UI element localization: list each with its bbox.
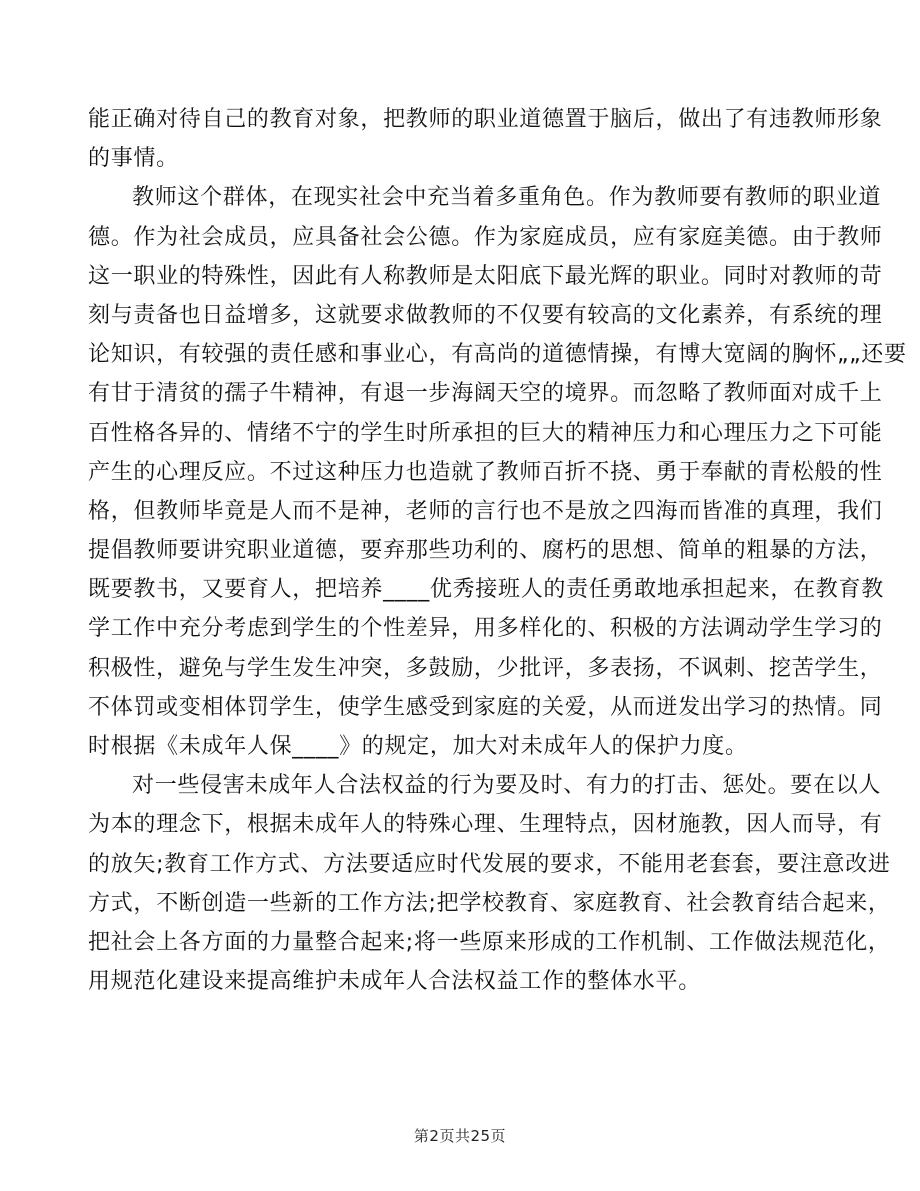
text-line: 有甘于清贫的孺子牛精神，有退一步海阔天空的境界。而忽略了教师面对成千上 (88, 381, 883, 407)
text-line: 产生的心理反应。不过这种压力也造就了教师百折不挠、勇于奉献的青松般的性 (88, 459, 883, 485)
paragraph-first-line: 对一些侵害未成年人合法权益的行为要及时、有力的打击、惩处。要在以人 (132, 773, 882, 799)
text-line: 刻与责备也日益增多，这就要求做教师的不仅要有较高的文化素养，有系统的理 (88, 302, 883, 328)
text-line: 论知识，有较强的责任感和事业心，有高尚的道德情操，有博大宽阔的胸怀„„还要 (88, 342, 907, 368)
text-line: 方式，不断创造一些新的工作方法;把学校教育、家庭教育、社会教育结合起来， (88, 890, 891, 916)
text-line: 提倡教师要讲究职业道德，要弃那些功利的、腐朽的思想、简单的粗暴的方法， (88, 538, 883, 564)
text-line: 百性格各异的、情绪不宁的学生时所承担的巨大的精神压力和心理压力之下可能 (88, 420, 883, 446)
text-line: 这一职业的特殊性，因此有人称教师是太阳底下最光辉的职业。同时对教师的苛 (88, 263, 883, 289)
text-line: 能正确对待自己的教育对象，把教师的职业道德置于脑后，做出了有违教师形象 (88, 107, 883, 132)
text-line: 学工作中充分考虑到学生的个性差异，用多样化的、积极的方法调动学生学习的 (88, 616, 883, 642)
text-line: 用规范化建设来提高维护未成年人合法权益工作的整体水平。 (88, 969, 701, 995)
text-line: 为本的理念下，根据未成年人的特殊心理、生理特点，因材施教，因人而导，有 (88, 812, 883, 838)
text-line: 格，但教师毕竟是人而不是神，老师的言行也不是放之四海而皆准的真理，我们 (88, 498, 883, 524)
paragraph-first-line: 教师这个群体，在现实社会中充当着多重角色。作为教师要有教师的职业道 (132, 185, 882, 211)
text-line: 的放矢;教育工作方式、方法要适应时代发展的要求，不能用老套套，要注意改进 (88, 851, 891, 877)
body-text (88, 100, 907, 1001)
page-number-footer: 第2页共25页 (413, 1127, 507, 1145)
text-line: 积极性，避免与学生发生冲突，多鼓励，少批评，多表扬，不讽刺、挖苦学生， (88, 655, 883, 681)
text-line: 时根据《未成年人保____》的规定，加大对未成年人的保护力度。 (88, 734, 748, 759)
text-line: 的事情。 (88, 146, 179, 172)
text-line: 既要教书，又要育人，把培养____优秀接班人的责任勇敢地承担起来，在教育教 (88, 577, 884, 603)
text-line: 德。作为社会成员，应具备社会公德。作为家庭成员，应有家庭美德。由于教师 (88, 224, 883, 250)
text-line: 不体罚或变相体罚学生，使学生感受到家庭的关爱，从而迸发出学习的热情。同 (88, 694, 883, 720)
text-line: 把社会上各方面的力量整合起来;将一些原来形成的工作机制、工作做法规范化， (88, 929, 891, 955)
